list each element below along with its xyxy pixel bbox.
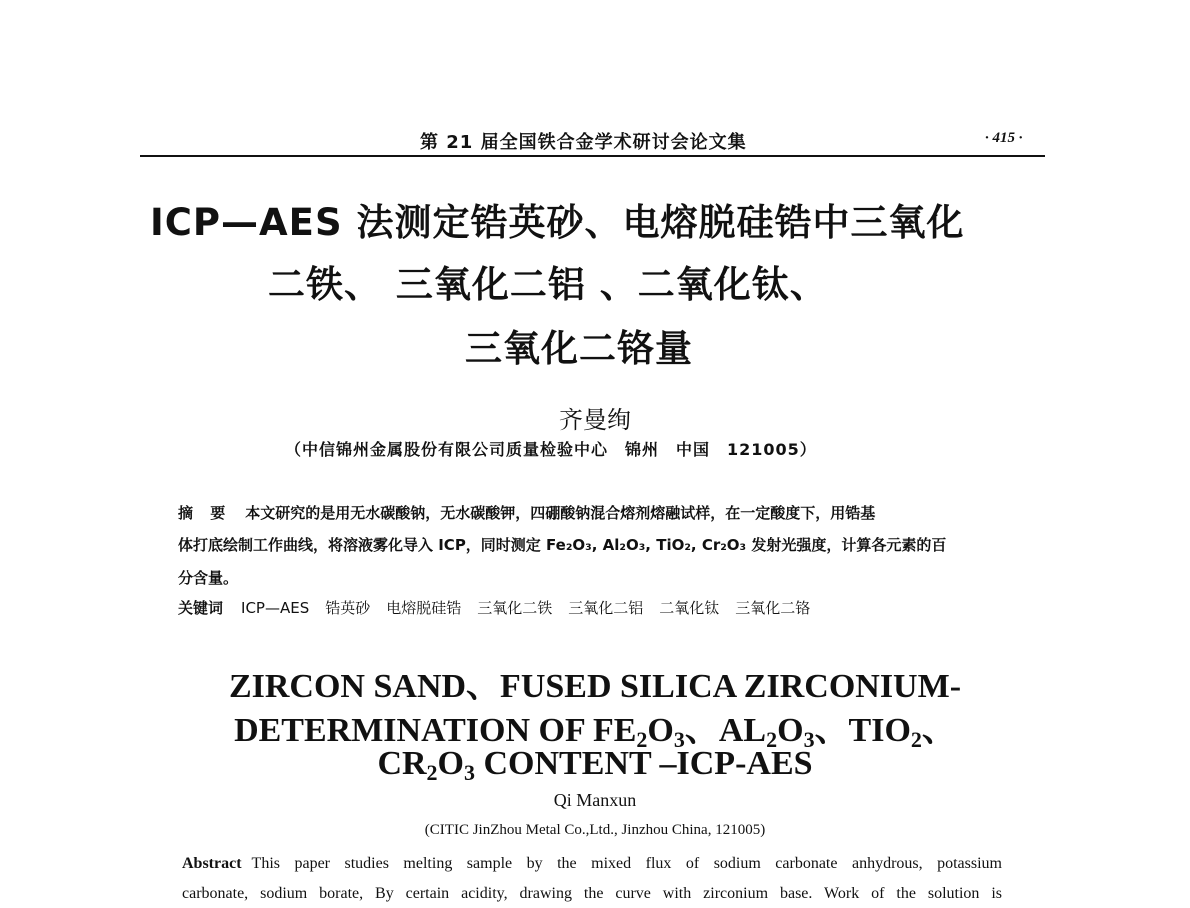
keyword: 三氧化二铝 xyxy=(568,599,644,617)
en-abstract-label: Abstract xyxy=(182,855,242,872)
cn-abstract-line-3: 分含量。 xyxy=(178,569,239,587)
keyword: ICP—AES xyxy=(241,599,310,617)
subscript: 2 xyxy=(910,727,922,752)
cn-abstract-label: 摘 要 xyxy=(178,504,232,522)
cn-abstract-line-2: 体打底绘制工作曲线，将溶液雾化导入 ICP，同时测定 Fe₂O₃, Al₂O₃, TiO₂, Cr₂O₃ 发射光强度，计算各元素的百 xyxy=(178,536,947,554)
header-rule xyxy=(140,155,1045,157)
subscript: 2 xyxy=(426,760,438,785)
keywords xyxy=(178,597,1008,618)
subscript: 2 xyxy=(766,727,778,752)
cn-title-line-1: ICP—AES 法测定锆英砂、电熔脱硅锆中三氧化 xyxy=(150,201,965,244)
en-title-line-1 xyxy=(0,658,1190,707)
en-author: Qi Manxun xyxy=(553,790,637,810)
cn-author: 齐曼绚 xyxy=(559,406,631,434)
subscript: 2 xyxy=(636,727,648,752)
cn-abstract-line-1 xyxy=(178,502,1008,523)
keywords-list xyxy=(241,599,826,617)
title-text: O xyxy=(647,712,674,749)
keyword: 二氧化钛 xyxy=(659,599,720,617)
cn-title-line-2: 二铁、 三氧化二铝 、二氧化钛、 xyxy=(268,263,828,306)
title-text: DETERMINATION OF FE xyxy=(234,712,637,749)
keyword: 电熔脱硅锆 xyxy=(386,599,462,617)
title-text: ZIRCON SAND、FUSED SILICA ZIRCONIUM- xyxy=(228,668,962,705)
en-title-line-2 xyxy=(0,702,1190,751)
cn-affiliation: （中信锦州金属股份有限公司质量检验中心 锦州 中国 121005） xyxy=(285,440,817,459)
title-text: 、 xyxy=(921,712,956,749)
en-abstract-text: This paper studies melting sample by the mixed flux of sodium carbonate anhydrous, potassium xyxy=(251,855,1002,872)
proceedings-title: 第 21 届全国铁合金学术研讨会论文集 xyxy=(420,132,747,153)
subscript: 3 xyxy=(464,760,475,785)
title-text: O xyxy=(777,712,804,749)
keyword: 三氧化二铬 xyxy=(735,599,811,617)
title-text: 、AL xyxy=(684,712,767,749)
page-number: · 415 · xyxy=(985,130,1023,146)
keyword: 锆英砂 xyxy=(325,599,371,617)
cn-title-line-3: 三氧化二铬量 xyxy=(465,327,693,370)
keyword: 三氧化二铁 xyxy=(477,599,553,617)
title-text: O xyxy=(437,745,464,782)
title-text: CR xyxy=(377,745,427,782)
cn-abstract-text: 本文研究的是用无水碳酸钠，无水碳酸钾，四硼酸钠混合熔剂熔融试样，在一定酸度下，用锆基 xyxy=(245,504,876,522)
en-abstract-line-1 xyxy=(182,855,1002,873)
title-text: CONTENT –ICP-AES xyxy=(475,745,813,782)
en-title-line-3 xyxy=(0,745,1190,783)
en-abstract-line-2: carbonate, sodium borate, By certain acidity, drawing the curve with zirconium base. Work of the solution is xyxy=(182,885,1002,902)
subscript: 3 xyxy=(673,727,685,752)
keywords-label: 关键词 xyxy=(178,599,224,617)
en-affiliation: (CITIC JinZhou Metal Co.,Ltd., Jinzhou China, 121005) xyxy=(424,822,766,838)
title-text: 、TIO xyxy=(814,712,911,749)
subscript: 3 xyxy=(803,727,815,752)
